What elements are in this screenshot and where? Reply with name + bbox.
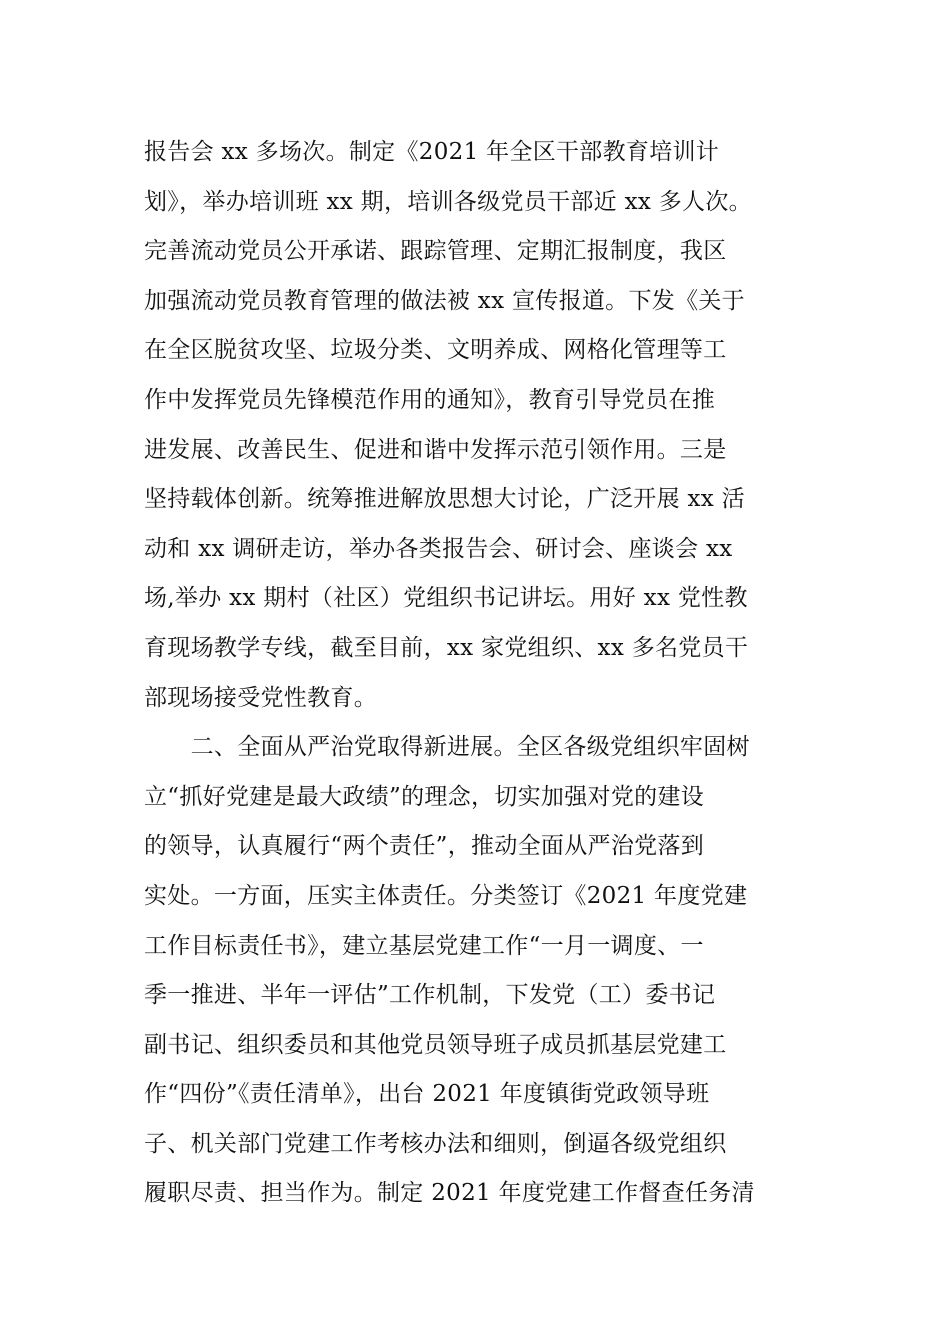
text-line: 实处。一方面，压实主体责任。分类签订《2021 年度党建 — [144, 882, 748, 909]
text-line: 育现场教学专线，截至目前，xx 家党组织、xx 多名党员干 — [144, 634, 749, 661]
text-line: 进发展、改善民生、促进和谐中发挥示范引领作用。三是 — [144, 436, 727, 463]
paragraph-start-line: 二、全面从严治党取得新进展。全区各级党组织牢固树 — [144, 734, 750, 761]
text-line: 的领导，认真履行“两个责任”，推动全面从严治党落到 — [144, 833, 705, 860]
text-line: 部现场接受党性教育。 — [144, 684, 377, 711]
text-line: 场,举办 xx 期村（社区）党组织书记讲坛。用好 xx 党性教 — [144, 585, 748, 612]
text-line: 作“四份”《责任清单》，出台 2021 年度镇街党政领导班 — [144, 1081, 710, 1108]
text-line: 加强流动党员教育管理的做法被 xx 宣传报道。下发《关于 — [144, 287, 745, 314]
text-line: 立“抓好党建是最大政绩”的理念，切实加强对党的建设 — [144, 783, 705, 810]
text-line: 坚持载体创新。统筹推进解放思想大讨论，广泛开展 xx 活 — [144, 486, 745, 513]
text-line: 副书记、组织委员和其他党员领导班子成员抓基层党建工 — [144, 1031, 727, 1058]
text-line: 履职尽责、担当作为。制定 2021 年度党建工作督查任务清 — [144, 1180, 755, 1207]
text-line: 完善流动党员公开承诺、跟踪管理、定期汇报制度，我区 — [144, 238, 727, 265]
text-line: 子、机关部门党建工作考核办法和细则，倒逼各级党组织 — [144, 1130, 727, 1157]
text-line: 报告会 xx 多场次。制定《2021 年全区干部教育培训计 — [144, 139, 720, 165]
text-line: 工作目标责任书》，建立基层党建工作“一月一调度、一 — [144, 932, 704, 959]
text-line: 在全区脱贫攻坚、垃圾分类、文明养成、网格化管理等工 — [144, 337, 727, 364]
text-line: 季一推进、半年一评估”工作机制，下发党（工）委书记 — [144, 982, 716, 1009]
text-line: 动和 xx 调研走访，举办各类报告会、研讨会、座谈会 xx — [144, 535, 733, 562]
body-text — [144, 128, 812, 1219]
text-line: 作中发挥党员先锋模范作用的通知》，教育引导党员在推 — [144, 386, 715, 413]
text-line: 划》，举办培训班 xx 期，培训各级党员干部近 xx 多人次。 — [144, 188, 752, 215]
